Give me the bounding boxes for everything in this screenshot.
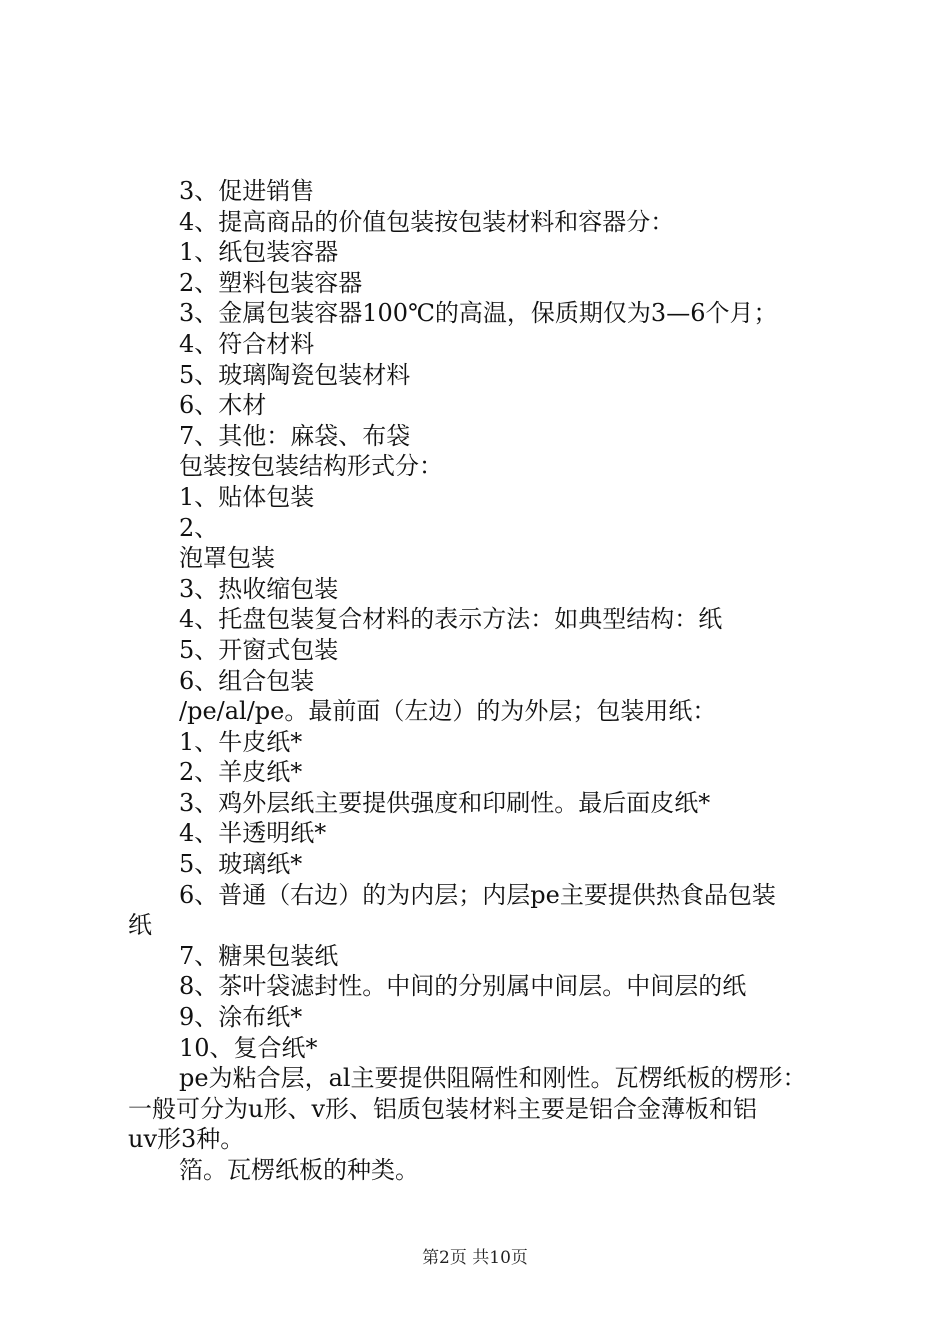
text-line: 2、 [179,513,219,542]
text-line: 6、木材 [179,391,267,420]
text-line: 2、羊皮纸* [179,758,303,787]
text-line: 10、复合纸* [179,1033,318,1062]
text-line: 4、半透明纸* [179,819,327,848]
text-line: 3、热收缩包装 [179,574,339,603]
text-line: pe为粘合层，al主要提供阻隔性和刚性。瓦楞纸板的楞形： [179,1064,807,1093]
text-line: 4、提高商品的价值包装按包装材料和容器分： [179,207,675,236]
text-line: 6、普通（右边）的为内层；内层pe主要提供热食品包装 [179,880,776,909]
text-line: 3、促进销售 [179,177,315,205]
text-line: 4、符合材料 [179,329,315,358]
text-line: 箔。瓦楞纸板的种类。 [179,1156,419,1184]
text-line: 包装按包装结构形式分： [179,452,443,481]
text-line: 6、组合包装 [179,666,315,695]
text-line: 一般可分为u形、v形、铝质包装材料主要是铝合金薄板和铝 [128,1094,758,1123]
text-line: 泡罩包装 [179,544,275,573]
document-body [128,176,838,1186]
text-line: 9、涂布纸* [179,1003,303,1032]
text-line: 7、其他：麻袋、布袋 [179,421,411,450]
text-line: 5、开窗式包装 [179,635,339,664]
text-line: 4、托盘包装复合材料的表示方法：如典型结构：纸 [179,605,723,634]
text-line: 2、塑料包装容器 [179,268,363,297]
text-line: 纸 [128,911,152,940]
text-line: uv形3种。 [128,1125,245,1154]
text-line: 5、玻璃陶瓷包装材料 [179,360,411,389]
text-line: 1、纸包装容器 [179,238,339,267]
text-line: /pe/al/pe。最前面（左边）的为外层；包装用纸： [179,697,717,726]
text-line: 1、牛皮纸* [179,727,303,756]
text-line: 5、玻璃纸* [179,850,303,879]
text-line: 1、贴体包装 [179,482,315,511]
page-number-footer: 第2页 共10页 [422,1248,528,1268]
text-line: 3、金属包装容器100℃的高温，保质期仅为3—6个月； [179,299,778,328]
text-line: 3、鸡外层纸主要提供强度和印刷性。最后面皮纸* [179,788,711,817]
text-line: 8、茶叶袋滤封性。中间的分别属中间层。中间层的纸 [179,972,747,1001]
text-line: 7、糖果包装纸 [179,941,339,970]
